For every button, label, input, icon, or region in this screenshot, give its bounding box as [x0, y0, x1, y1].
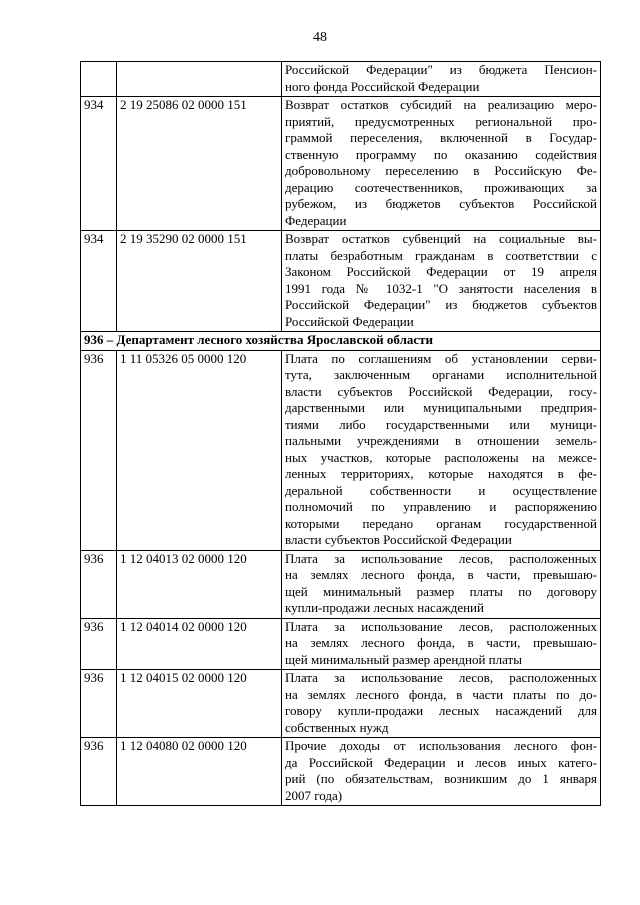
description-line: дарственными или муниципальными предприя-: [285, 400, 597, 415]
description-line: на землях лесного фонда, в части, превышаю-: [285, 567, 597, 582]
description-line: да Российской Федерации и лесов иных катего-: [285, 754, 597, 770]
page-number: 48: [313, 30, 327, 45]
admin-code-cell: 934: [81, 231, 117, 332]
description-cell: [282, 670, 601, 738]
description-line: 2007 года): [285, 787, 343, 803]
description-line: Плата за использование лесов, расположенных: [285, 670, 597, 685]
budget-codes-table: [80, 61, 601, 806]
section-title: 936 – Департамент лесного хозяйства Ярославской области: [81, 332, 601, 351]
description-line: власти субъектов Российской Федерации, госу-: [285, 383, 597, 399]
budget-code-cell: 1 12 04080 02 0000 120: [117, 738, 282, 806]
admin-code-cell: 936: [81, 618, 117, 670]
description-line: ственную программу по оказанию содействия: [285, 146, 597, 162]
description-line: Плата за использование лесов, расположенных: [285, 618, 597, 634]
admin-code-cell: 936: [81, 738, 117, 806]
description-line: которыми передано органам государственной: [285, 515, 597, 531]
table-row: [81, 97, 601, 231]
admin-code-cell: 934: [81, 97, 117, 231]
description-line: рубежом, из бюджетов субъектов Российской: [285, 196, 597, 211]
description-line: собственных нужд: [285, 719, 389, 735]
description-line: щей минимальный размер арендной платы: [285, 651, 522, 667]
description-line: полномочий по управлению и распоряжению: [285, 499, 597, 514]
description-line: на землях лесного фонда, в части, превышаю-: [285, 635, 597, 650]
budget-code-cell: 2 19 25086 02 0000 151: [117, 97, 282, 231]
description-line: ных участков, которые расположены на межсе-: [285, 449, 597, 465]
description-line: пальными учреждениями в отношении земель-: [285, 433, 597, 448]
description-line: купли-продажи лесных насаждений: [285, 600, 484, 615]
table-row: [81, 550, 601, 618]
table-row: [81, 231, 601, 332]
description-line: Плата по соглашениям об установлении серви-: [285, 350, 597, 366]
description-line: Российской Федерации: [285, 313, 414, 329]
admin-code-cell: [81, 62, 117, 97]
description-line: Российской Федерации" из бюджета Пенсион-: [285, 62, 597, 77]
budget-code-cell: 1 11 05326 05 0000 120: [117, 350, 282, 550]
budget-code-cell: [117, 62, 282, 97]
description-cell: [282, 618, 601, 670]
section-header-row: [81, 332, 601, 351]
description-cell: [282, 97, 601, 231]
description-line: щей минимальный размер платы по договору: [285, 583, 597, 599]
description-line: приятий, предусмотренных региональной про-: [285, 113, 597, 129]
description-line: тиями либо государственными или муници-: [285, 416, 597, 432]
table-row: [81, 350, 601, 550]
budget-code-cell: 1 12 04014 02 0000 120: [117, 618, 282, 670]
description-line: тута, заключенным органами исполнительной: [285, 367, 597, 382]
admin-code-cell: 936: [81, 670, 117, 738]
table-row: [81, 62, 601, 97]
description-line: на землях лесного фонда, в части платы по до-: [285, 686, 597, 702]
description-line: ленных территориях, которые находятся в фе-: [285, 466, 597, 481]
description-cell: [282, 350, 601, 550]
description-line: Законом Российской Федерации от 19 апреля: [285, 264, 597, 279]
table-row: [81, 618, 601, 670]
description-line: Прочие доходы от использования лесного фон-: [285, 738, 597, 753]
description-cell: [282, 738, 601, 806]
budget-code-cell: 2 19 35290 02 0000 151: [117, 231, 282, 332]
table-row: [81, 738, 601, 806]
description-cell: [282, 550, 601, 618]
table-row: [81, 670, 601, 738]
description-cell: [282, 231, 601, 332]
description-line: власти субъектов Российской Федерации: [285, 532, 512, 547]
description-line: Возврат остатков субвенций на социальные вы-: [285, 231, 597, 246]
description-line: Российской Федерации" из бюджетов субъектов: [285, 297, 597, 312]
description-line: деральной собственности и осуществление: [285, 482, 597, 498]
description-line: ного фонда Российской Федерации: [285, 78, 480, 94]
description-line: Федерации: [285, 212, 347, 228]
description-line: дерацию соотечественников, проживающих за: [285, 179, 597, 195]
description-cell: [282, 62, 601, 97]
description-line: рий (по обязательствам, возникшим до 1 января: [285, 771, 597, 786]
description-line: Плата за использование лесов, расположенных: [285, 550, 597, 566]
budget-code-cell: 1 12 04015 02 0000 120: [117, 670, 282, 738]
description-line: платы безработным гражданам в соответствии с: [285, 247, 597, 263]
description-line: граммой переселения, включенной в Государ-: [285, 130, 597, 145]
description-line: говору купли-продажи лесных насаждений для: [285, 703, 597, 718]
admin-code-cell: 936: [81, 350, 117, 550]
table-body: [81, 62, 601, 806]
description-line: 1991 года № 1032-1 "О занятости населения в: [285, 280, 597, 296]
admin-code-cell: 936: [81, 550, 117, 618]
description-line: добровольному переселению в Российскую Фе-: [285, 163, 597, 178]
budget-code-cell: 1 12 04013 02 0000 120: [117, 550, 282, 618]
description-line: Возврат остатков субсидий на реализацию меро-: [285, 97, 597, 112]
